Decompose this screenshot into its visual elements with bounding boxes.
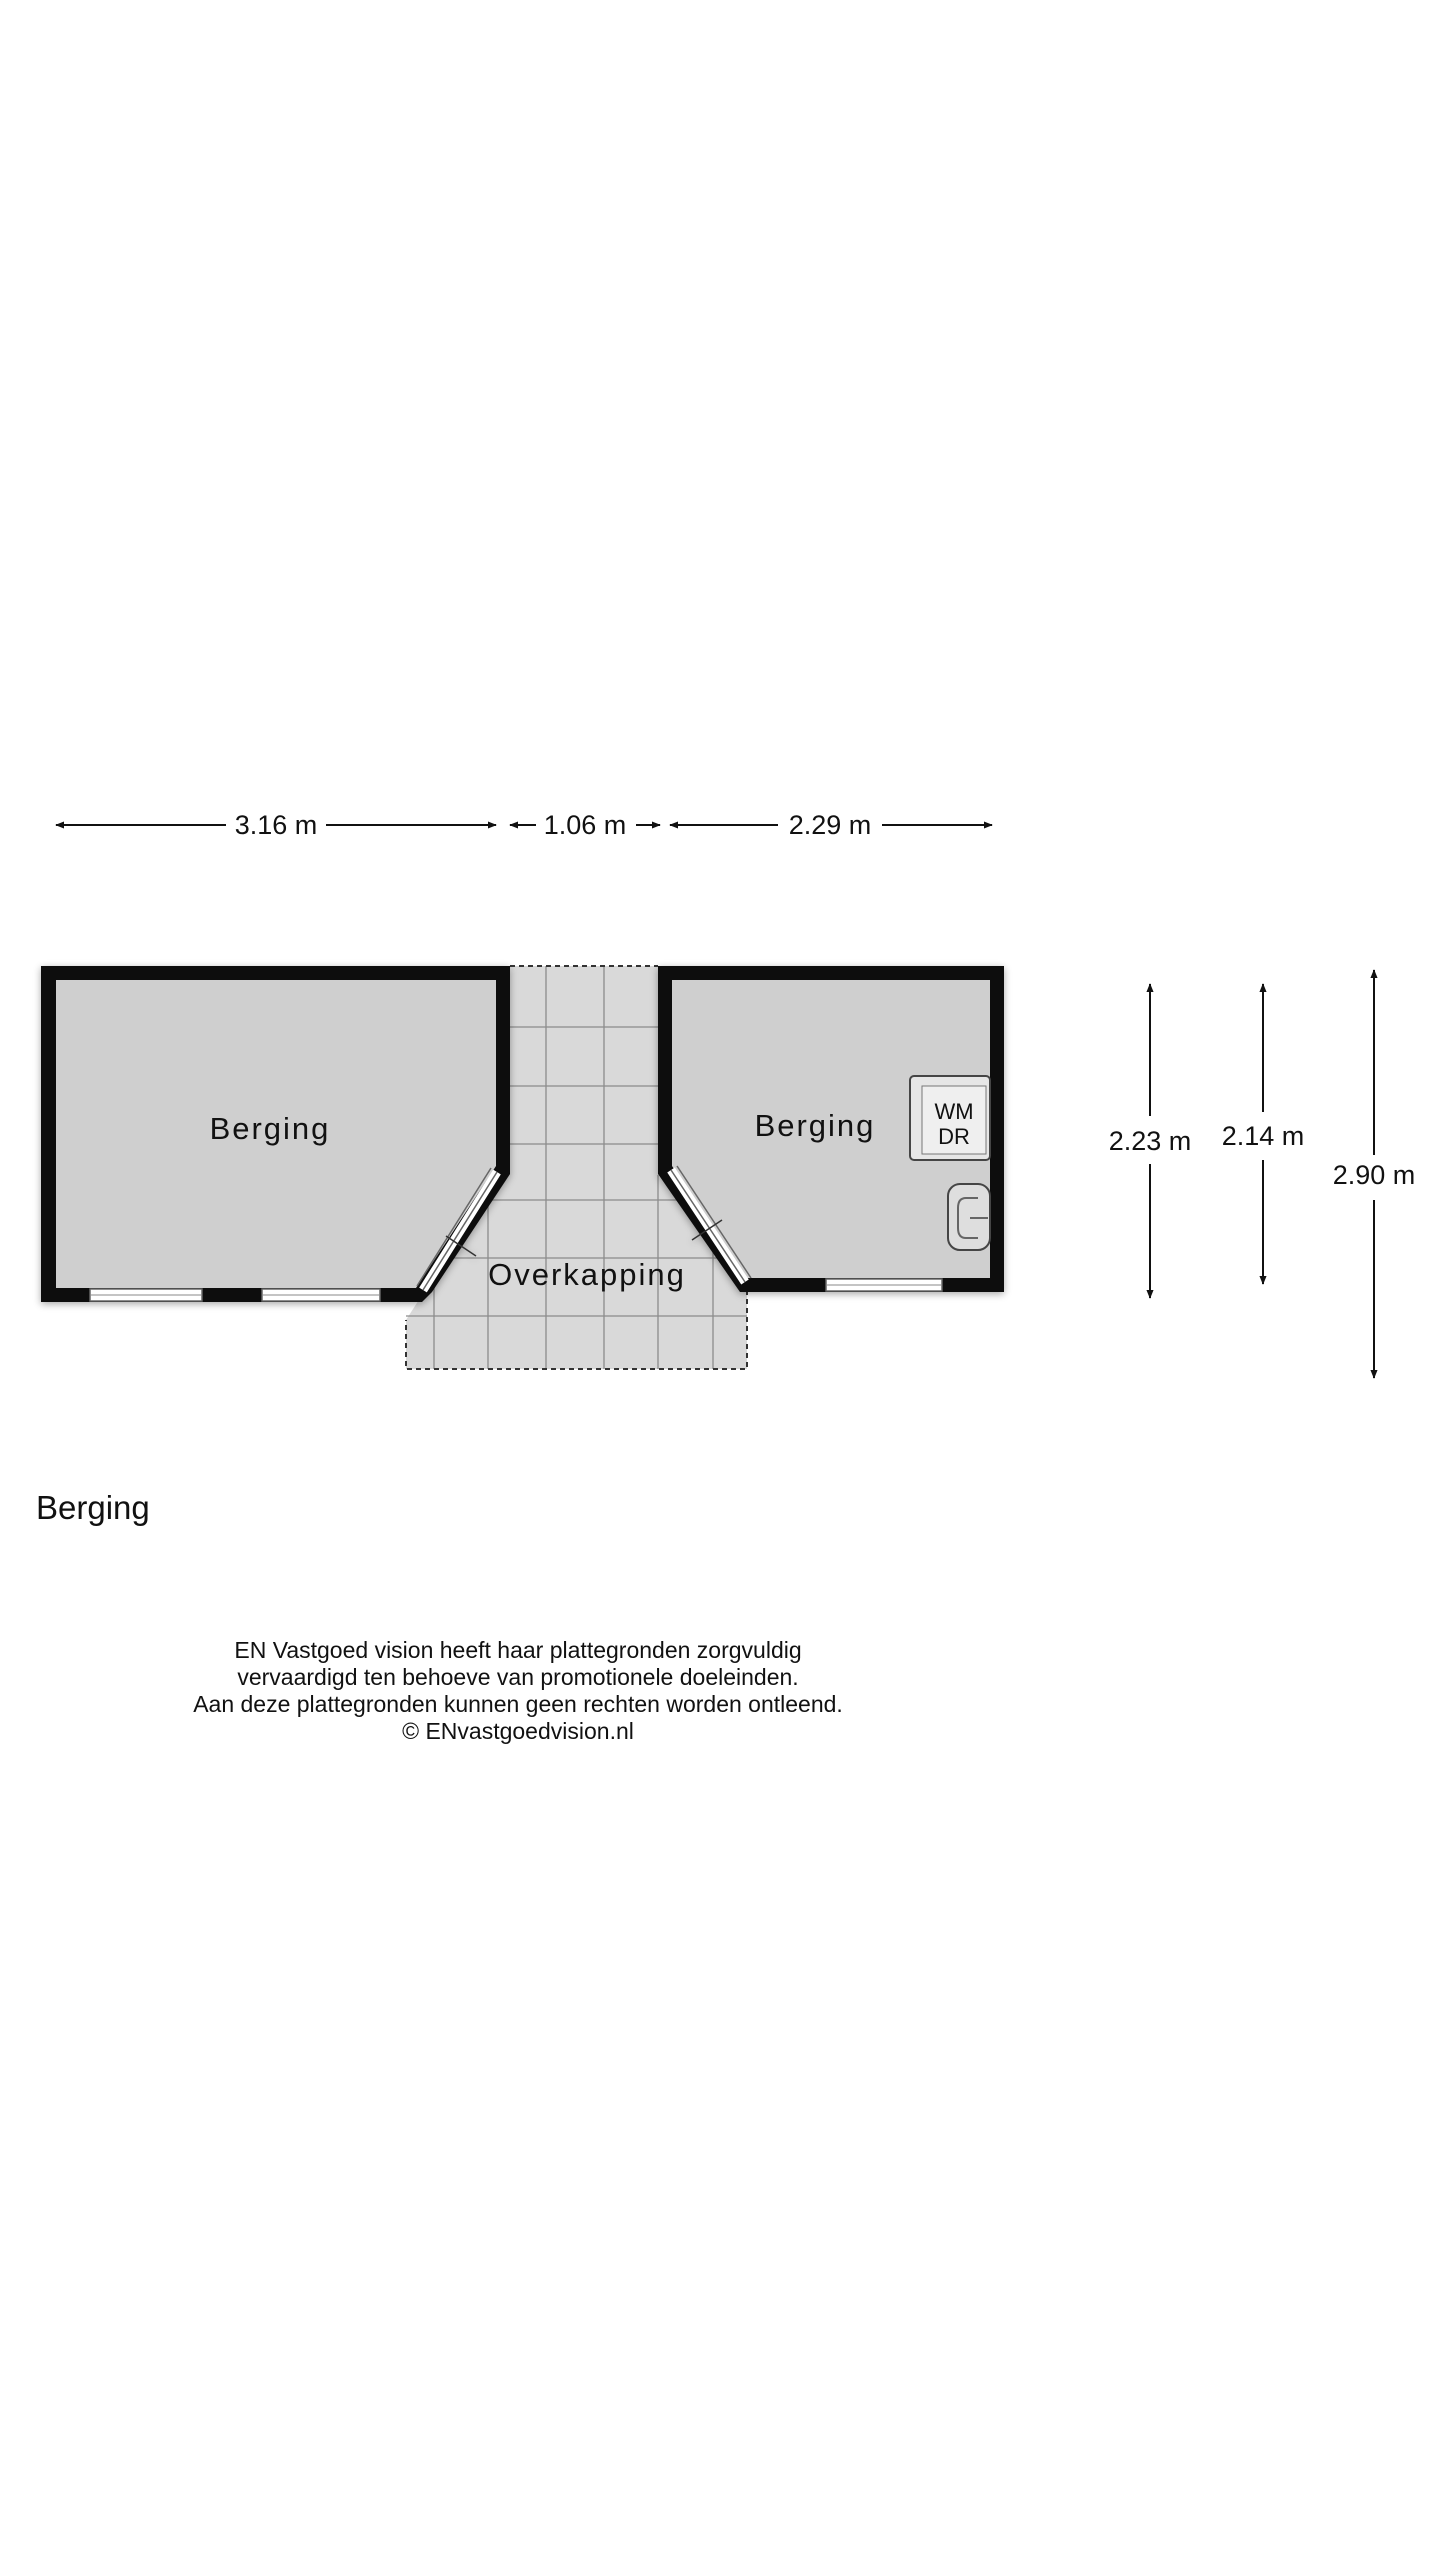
room-label-overkapping: Overkapping xyxy=(488,1257,686,1292)
disclaimer-line: Aan deze plattegronden kunnen geen rechten worden ontleend. xyxy=(193,1691,843,1717)
appliance-label-dr: DR xyxy=(938,1124,970,1149)
room-label-right: Berging xyxy=(754,1108,876,1143)
dimension-width-left: 3.16 m xyxy=(234,810,318,840)
width-dimensions xyxy=(56,810,992,840)
dimension-height-a: 2.23 m xyxy=(1108,1126,1192,1156)
disclaimer-line: vervaardigd ten behoeve van promotionele doeleinden. xyxy=(237,1664,799,1690)
dimension-height-b: 2.14 m xyxy=(1221,1121,1305,1151)
appliance-label-wm: WM xyxy=(934,1099,974,1124)
disclaimer-line: EN Vastgoed vision heeft haar plattegronden zorgvuldig xyxy=(234,1637,802,1663)
height-dimensions xyxy=(1109,970,1416,1378)
dimension-height-c: 2.90 m xyxy=(1332,1160,1416,1190)
dimension-width-middle: 1.06 m xyxy=(543,810,627,840)
floor-title: Berging xyxy=(36,1489,150,1526)
disclaimer xyxy=(120,1637,916,1745)
dimension-width-right: 2.29 m xyxy=(788,810,872,840)
disclaimer-copyright: © ENvastgoedvision.nl xyxy=(402,1718,634,1744)
room-label-left: Berging xyxy=(209,1111,331,1146)
